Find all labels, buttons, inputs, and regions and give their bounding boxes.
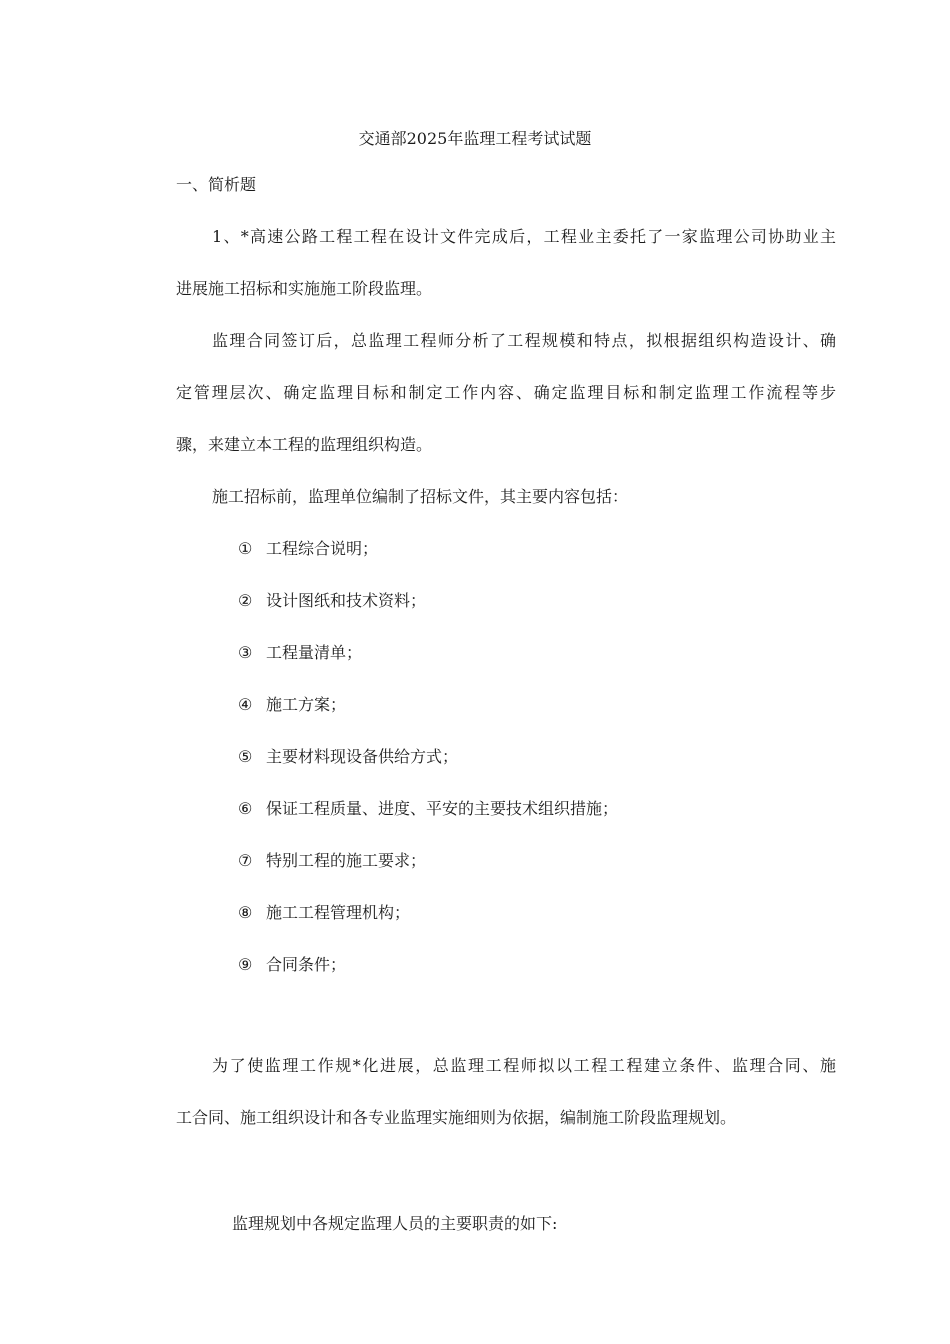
list-item-text: 工程综合说明； bbox=[266, 539, 379, 558]
list-item bbox=[238, 538, 378, 560]
list-item-text: 主要材料现设备供给方式； bbox=[266, 747, 459, 766]
list-item-text: 合同条件； bbox=[266, 955, 347, 974]
list-item-number: ⑦ bbox=[238, 851, 253, 870]
list-item-text: 设计图纸和技术资料； bbox=[266, 591, 427, 610]
question-1-line-1: 1、*高速公路工程工程在设计文件完成后，工程业主委托了一家监理公司协助业主 bbox=[212, 227, 836, 246]
list-item-number: ③ bbox=[238, 643, 253, 662]
list-item-number: ⑥ bbox=[238, 799, 253, 818]
paragraph-2-line-1: 监理合同签订后，总监理工程师分析了工程规模和特点，拟根据组织构造设计、确 bbox=[212, 331, 836, 350]
section-heading: 一、简析题 bbox=[176, 175, 257, 194]
list-item-text: 施工方案； bbox=[266, 695, 347, 714]
question-1-line-2: 进展施工招标和实施施工阶段监理。 bbox=[176, 279, 433, 298]
list-item bbox=[238, 954, 346, 976]
document-title: 交通部2025年监理工程考试试题 bbox=[358, 129, 592, 148]
list-item-text: 保证工程质量、进度、平安的主要技术组织措施； bbox=[266, 799, 619, 818]
list-item-number: ① bbox=[238, 539, 253, 558]
list-item-number: ② bbox=[238, 591, 253, 610]
list-item-text: 工程量清单； bbox=[266, 643, 363, 662]
list-item-text: 施工工程管理机构； bbox=[266, 903, 411, 922]
paragraph-3-line-1: 施工招标前，监理单位编制了招标文件，其主要内容包括： bbox=[212, 487, 629, 506]
list-item-number: ④ bbox=[238, 695, 253, 714]
list-item bbox=[238, 642, 362, 664]
paragraph-4-line-1: 为了使监理工作规*化进展，总监理工程师拟以工程工程建立条件、监理合同、施 bbox=[212, 1056, 836, 1075]
paragraph-5-line-1: 监理规划中各规定监理人员的主要职责的如下: bbox=[232, 1214, 558, 1233]
paragraph-4-line-2: 工合同、施工组织设计和各专业监理实施细则为依据，编制施工阶段监理规划。 bbox=[176, 1108, 737, 1127]
paragraph-2-line-3: 骤，来建立本工程的监理组织构造。 bbox=[176, 435, 433, 454]
list-item bbox=[238, 590, 426, 612]
list-item bbox=[238, 694, 346, 716]
list-item-number: ⑨ bbox=[238, 955, 253, 974]
list-item-number: ⑧ bbox=[238, 903, 253, 922]
list-item bbox=[238, 902, 410, 924]
paragraph-2-line-2: 定管理层次、确定监理目标和制定工作内容、确定监理目标和制定监理工作流程等步 bbox=[176, 383, 836, 402]
list-item bbox=[238, 798, 618, 820]
list-item bbox=[238, 746, 458, 768]
list-item-text: 特别工程的施工要求； bbox=[266, 851, 427, 870]
list-item bbox=[238, 850, 426, 872]
list-item-number: ⑤ bbox=[238, 747, 253, 766]
